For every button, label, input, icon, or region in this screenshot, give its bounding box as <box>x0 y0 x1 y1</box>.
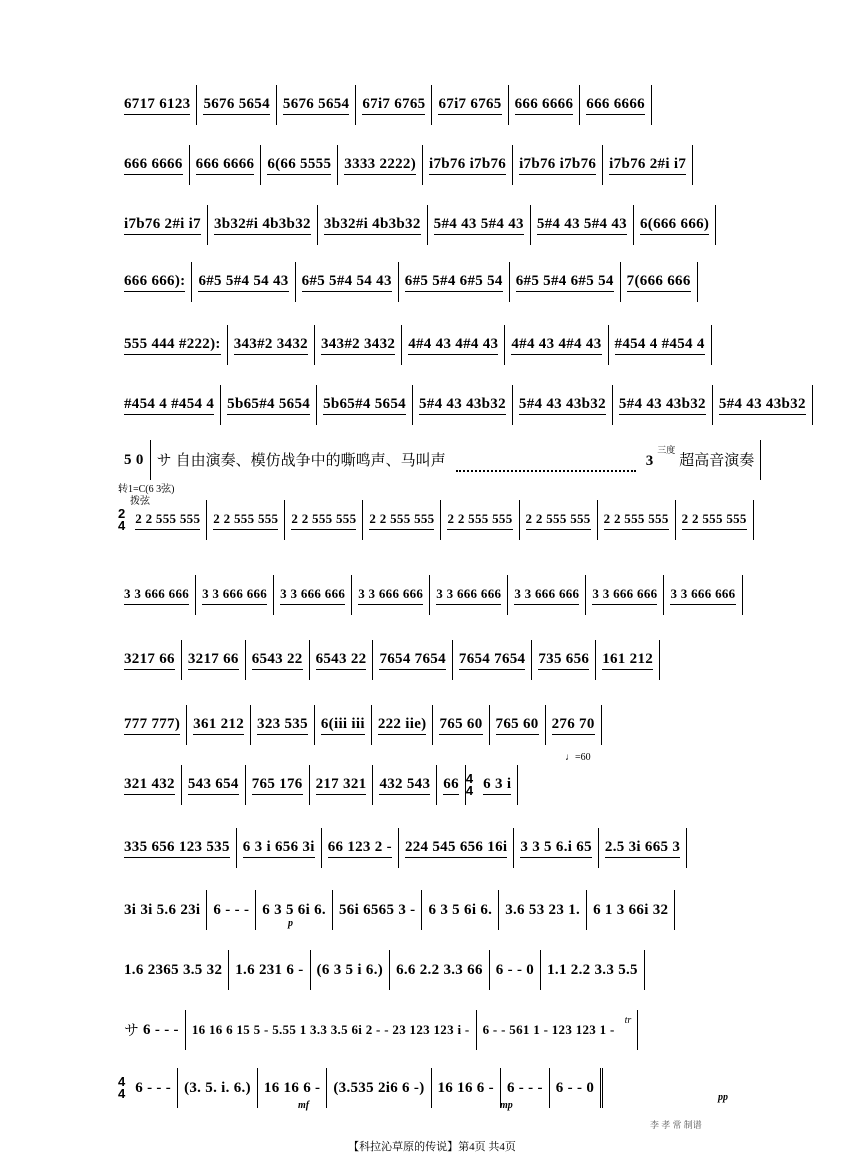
note-group: 7(666 666 <box>627 272 691 292</box>
note-group: 666 666): <box>124 272 185 292</box>
note-group: 5#4 43 43b32 <box>419 395 506 415</box>
note-group: 3333 2222) <box>344 155 416 175</box>
note-group: 3 3 666 666 <box>436 585 501 605</box>
note-group: i7b76 2#i i7 <box>124 215 201 235</box>
note-group: 16 16 6 15 5 - 5.55 1 3.3 3.5 6i 2 - - 23 123 123 i - <box>191 1022 470 1037</box>
note-group: 5676 5654 <box>203 95 269 115</box>
note-group: 5b65#4 5654 <box>323 395 406 415</box>
note-group: 543 654 <box>188 775 239 795</box>
note-group: 6#5 5#4 6#5 54 <box>516 272 614 292</box>
time-signature-2-4: 2 4 <box>118 506 126 533</box>
note-group: 6 - - 0 <box>555 1080 595 1096</box>
note-group: i7b76 i7b76 <box>429 155 506 175</box>
free-tempo-sign: サ <box>156 453 172 469</box>
staff-line-10 <box>118 640 754 680</box>
note-group: 6 3 5 6i 6. <box>262 902 326 918</box>
note-group: 3 3 666 666 <box>280 585 345 605</box>
note-group: 4#4 43 4#4 43 <box>511 335 601 355</box>
note-group: #454 4 #454 4 <box>124 395 214 415</box>
note-group: 3217 66 <box>124 650 175 670</box>
note-group: 6 1 3 66i 32 <box>593 902 669 918</box>
page-footer: 【科拉沁草原的传说】第4页 共4页 <box>348 1141 516 1153</box>
note-group: 4#4 43 4#4 43 <box>408 335 498 355</box>
note-group: 3.6 53 23 1. <box>505 902 581 918</box>
note-group: 6(66 5555 <box>267 155 331 175</box>
staff-line-1 <box>118 85 754 125</box>
note-group: 6 3 5 6i 6. <box>428 902 493 918</box>
note-group: 7654 7654 <box>459 650 525 670</box>
note-group: 2 2 555 555 <box>447 510 512 530</box>
note-group: 323 535 <box>257 715 308 735</box>
note-group: 2 2 555 555 <box>369 510 434 530</box>
note-group: i7b76 2#i i7 <box>609 155 686 175</box>
free-tempo-sign: サ <box>124 1023 140 1039</box>
note-group: 56i 6565 3 - <box>338 902 416 918</box>
staff-line-17 <box>118 1068 754 1108</box>
note-group: 343#2 3432 <box>321 335 395 355</box>
note-group: 222 iie) <box>378 715 427 735</box>
dynamic-mf: mf <box>298 1100 310 1111</box>
note-group: 321 432 <box>124 775 175 795</box>
note-group: 66 123 2 - <box>328 838 392 858</box>
note-group: 217 321 <box>316 775 367 795</box>
note-group: 3b32#i 4b3b32 <box>214 215 311 235</box>
note-group: 6717 6123 <box>124 95 190 115</box>
note-group: 66 <box>443 775 459 795</box>
staff-line-11 <box>118 705 754 745</box>
note-group: 735 656 <box>538 650 589 670</box>
staff-line-4 <box>118 262 754 302</box>
staff-line-13 <box>118 828 754 868</box>
note-group: 6#5 5#4 54 43 <box>302 272 392 292</box>
note-group: 666 6666 <box>586 95 645 115</box>
staff-line-12 <box>118 765 754 805</box>
dynamic-mp: mp <box>500 1100 513 1111</box>
note-group: 5#4 43 5#4 43 <box>434 215 524 235</box>
note-group: 6543 22 <box>252 650 303 670</box>
note-group: 1.6 2365 3.5 32 <box>124 962 223 978</box>
note-group: 67i7 6765 <box>362 95 425 115</box>
note-group: 765 60 <box>439 715 482 735</box>
ultra-high-instruction: 超高音演奏 <box>679 453 755 469</box>
staff-line-9 <box>118 575 754 615</box>
note-group: 3 3 666 666 <box>670 585 735 605</box>
note-group: #454 4 #454 4 <box>615 335 705 355</box>
credits: 李 孝 常 制谱 <box>650 1120 702 1130</box>
note-group: (3. 5. i. 6.) <box>184 1080 251 1096</box>
note-group: 666 6666 <box>196 155 255 175</box>
note-group: 2 2 555 555 <box>291 510 356 530</box>
note-group: 6#5 5#4 54 43 <box>198 272 288 292</box>
note-group: 161 212 <box>602 650 653 670</box>
note-group: 765 176 <box>252 775 303 795</box>
note-group: 3b32#i 4b3b32 <box>324 215 421 235</box>
note-group: 6(666 666) <box>640 215 709 235</box>
free-play-instruction: 自由演奏、模仿战争中的嘶鸣声、马叫声 <box>175 453 446 469</box>
note-group: 5#4 43 43b32 <box>619 395 706 415</box>
note-group: 6 - - - <box>213 902 250 918</box>
note-group: 765 60 <box>496 715 539 735</box>
note-group: 5#4 43 43b32 <box>719 395 806 415</box>
dynamic-p: p <box>288 918 293 929</box>
note-group: 432 543 <box>379 775 430 795</box>
note-group: 6 - - - <box>143 1022 179 1038</box>
note-group: 666 6666 <box>515 95 574 115</box>
staff-line-7-free-play <box>118 440 754 480</box>
note-group: 7654 7654 <box>379 650 445 670</box>
dynamic-pp: pp <box>718 1092 728 1103</box>
note-group: 666 6666 <box>124 155 183 175</box>
staff-line-15 <box>118 950 754 990</box>
note-group: 2 2 555 555 <box>682 510 747 530</box>
note-group: 777 777) <box>124 715 180 735</box>
three-degree-mark: 三度 <box>657 445 676 455</box>
note-group: 3i 3i 5.6 23i <box>124 902 201 918</box>
note-group: 1.1 2.2 3.3 5.5 <box>547 962 638 978</box>
note-group: 3 3 666 666 <box>514 585 579 605</box>
trill-mark: tr <box>624 1015 632 1026</box>
note-group: 16 16 6 - <box>263 1080 321 1096</box>
note-group: 3 <box>645 453 654 469</box>
note-group: 2 2 555 555 <box>213 510 278 530</box>
note-group: 3 3 5 6.i 65 <box>520 838 592 858</box>
note-group: 3 3 666 666 <box>592 585 657 605</box>
note-group: 6543 22 <box>316 650 367 670</box>
note-group: 224 545 656 16i <box>405 838 507 858</box>
note-group: 3 3 666 666 <box>124 585 189 605</box>
note-group: 555 444 #222): <box>124 335 221 355</box>
pluck-instruction: 拨弦 <box>130 496 150 507</box>
staff-line-3 <box>118 205 754 245</box>
note-group: 2.5 3i 665 3 <box>605 838 680 858</box>
note-group: (3.535 2i6 6 -) <box>333 1080 425 1096</box>
note-group: 1.6 231 6 - <box>235 962 304 978</box>
note-group: 3217 66 <box>188 650 239 670</box>
note-group: 6 3 i <box>483 775 511 795</box>
time-signature-4-4: 4 4 <box>465 771 474 798</box>
note-group: 2 2 555 555 <box>604 510 669 530</box>
staff-line-14 <box>118 890 754 930</box>
staff-line-2 <box>118 145 754 185</box>
staff-line-6 <box>118 385 806 425</box>
note-group: 361 212 <box>193 715 244 735</box>
note-group: 3 3 666 666 <box>202 585 267 605</box>
note-group: 6#5 5#4 6#5 54 <box>405 272 503 292</box>
note-group: 3 3 666 666 <box>358 585 423 605</box>
note-group: 6(iii iii <box>321 715 365 735</box>
staff-line-16 <box>118 1010 754 1050</box>
trill-wavy-line <box>456 466 636 472</box>
note-group: 335 656 123 535 <box>124 838 230 858</box>
note-group: 6 - - 561 1 - 123 123 1 - <box>482 1022 615 1037</box>
note-group: 5 0 <box>124 452 144 468</box>
note-group: 343#2 3432 <box>234 335 308 355</box>
note-group: 276 70 <box>552 715 595 735</box>
note-group: 6 - - 0 <box>495 962 535 978</box>
note-group: 6 3 i 656 3i <box>243 838 315 858</box>
note-group: 2 2 555 555 <box>526 510 591 530</box>
note-group: 6 - - - <box>506 1080 543 1096</box>
time-signature-4-4: 4 4 <box>118 1074 126 1101</box>
note-group: 2 2 555 555 <box>135 510 200 530</box>
note-group: (6 3 5 i 6.) <box>316 962 384 978</box>
note-group: 5#4 43 5#4 43 <box>537 215 627 235</box>
staff-line-5 <box>118 325 754 365</box>
tempo-marking: ♩=60 <box>565 752 591 763</box>
note-group: 67i7 6765 <box>438 95 501 115</box>
key-change-label: 转1=C(6 3弦) <box>118 484 175 495</box>
note-group: 5b65#4 5654 <box>227 395 310 415</box>
note-group: 16 16 6 - <box>437 1080 494 1096</box>
note-group: i7b76 i7b76 <box>519 155 596 175</box>
note-group: 6 - - - <box>135 1080 172 1096</box>
note-group: 6.6 2.2 3.3 66 <box>396 962 483 978</box>
note-group: 5676 5654 <box>283 95 349 115</box>
staff-line-8 <box>118 500 754 540</box>
note-group: 5#4 43 43b32 <box>519 395 606 415</box>
